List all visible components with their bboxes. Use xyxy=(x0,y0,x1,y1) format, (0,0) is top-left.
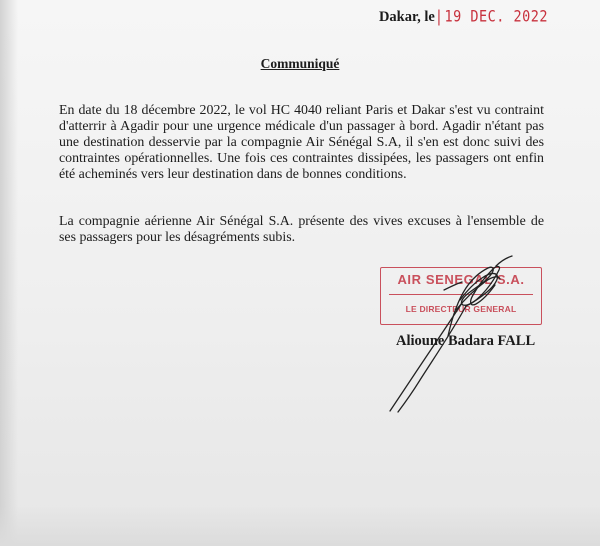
date-stamp: |19 DEC. 2022 xyxy=(434,7,548,27)
dateline xyxy=(379,9,548,26)
signatory-name: Alioune Badara FALL xyxy=(396,333,536,349)
company-stamp xyxy=(380,267,542,325)
stamp-divider xyxy=(389,294,533,295)
body-paragraph-1: En date du 18 décembre 2022, le vol HC 4040 reliant Paris et Dakar s'est vu contraint d'atterrir à Agadir pour une urgence médicale d'un passager à bord. Agadir n'étant pas une destination desservie par la compagnie Air Sénégal S.A, il s'en est donc suivi des contraintes opérationnelles. Une fois ces contraintes dissipées, les passagers ont enfin été acheminés vers leur destination dans de bonnes conditions. xyxy=(59,103,544,182)
stamp-title: LE DIRECTEUR GENERAL xyxy=(405,304,517,314)
stamped-date: 19 DEC. 2022 xyxy=(444,7,548,27)
city-prefix: Dakar, le xyxy=(378,9,435,25)
page-title: Communiqué xyxy=(260,56,340,71)
stamp-company-name: AIR SENEGAL S.A. xyxy=(397,272,525,287)
body-paragraph-2: La compagnie aérienne Air Sénégal S.A. présente des vives excuses à l'ensemble de ses passagers pour les désagréments subis. xyxy=(59,214,544,245)
